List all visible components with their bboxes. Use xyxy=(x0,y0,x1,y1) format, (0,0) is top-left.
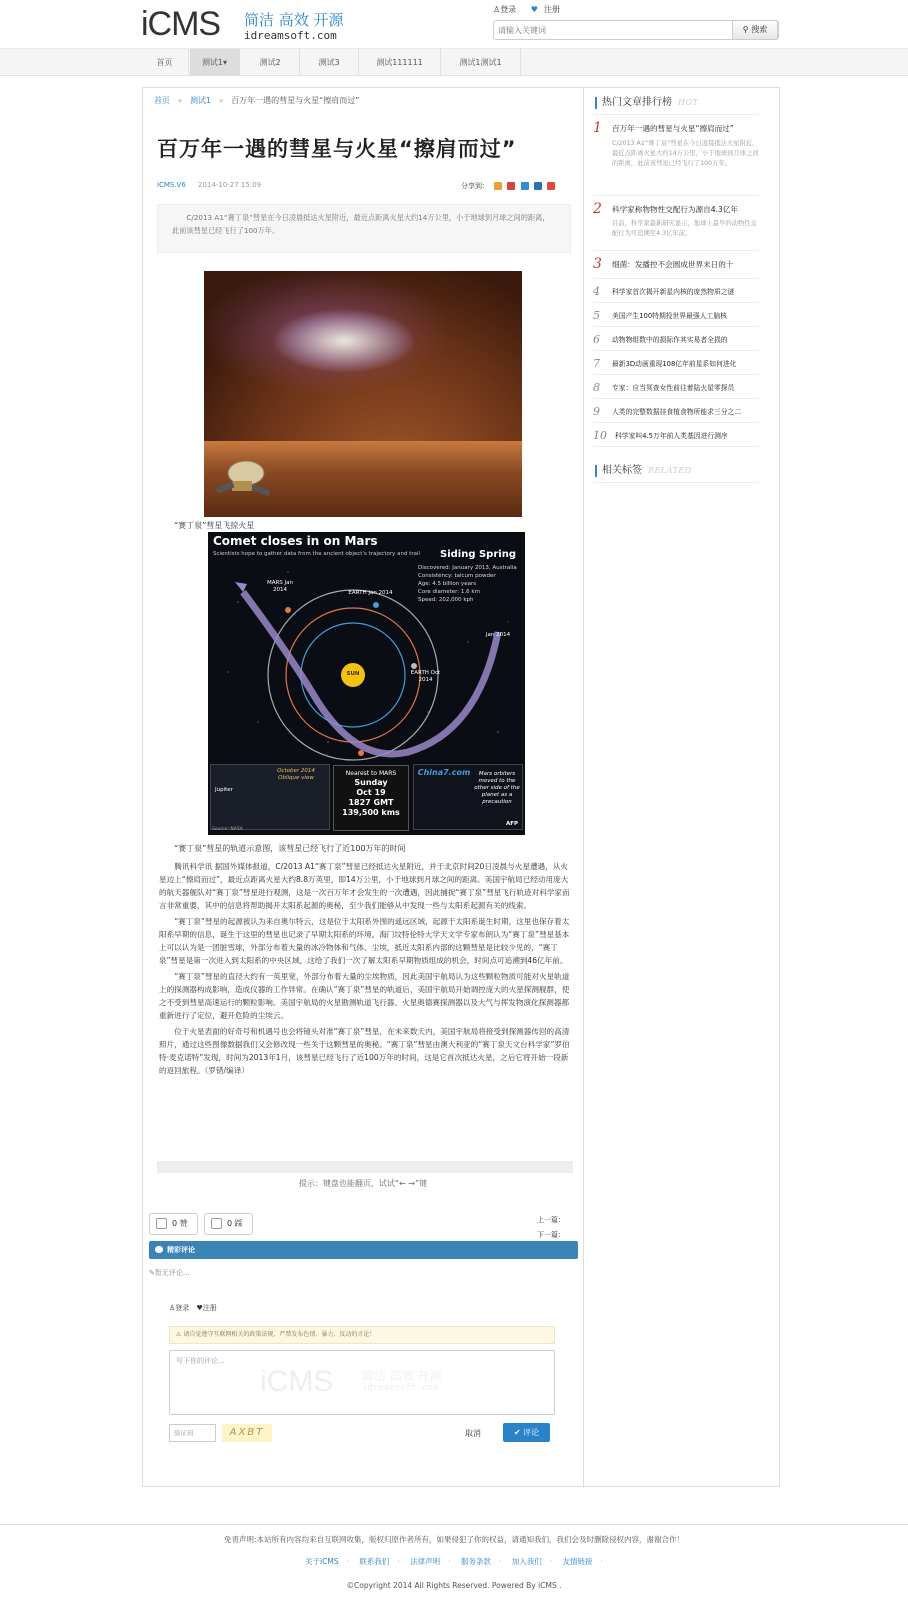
divider xyxy=(593,326,759,327)
hot-title[interactable]: 美国产生100特期投世界最强人工脑核 xyxy=(612,312,727,320)
comment-textarea[interactable] xyxy=(169,1350,555,1415)
logo-slogan: 简洁 高效 开源 xyxy=(244,11,344,29)
site-footer xyxy=(0,1524,908,1600)
submit-label: 评论 xyxy=(523,1428,540,1437)
watermark-china7: China7.com xyxy=(417,768,471,777)
hot-rank: 1 xyxy=(593,120,602,136)
thumbs-down-icon xyxy=(211,1218,222,1229)
share-tencent-icon[interactable] xyxy=(521,182,529,190)
comment-warning xyxy=(169,1326,555,1344)
oblique-view-inset xyxy=(210,764,330,830)
hot-item[interactable] xyxy=(593,430,759,446)
footer-sep: · xyxy=(549,1557,553,1566)
infographic-subline: Scientists hope to gather data from the ancient object's trajectory and trail xyxy=(213,551,421,557)
comet-mars-photo xyxy=(204,271,522,517)
nav-item-test3[interactable]: 测试3 xyxy=(300,49,359,76)
tags-title-en: RELATED xyxy=(648,466,692,475)
article-meta xyxy=(157,181,261,189)
article-paragraph: 位于火星表面的好奇号和机遇号也会将镜头对准“赛丁泉”彗星，在未来数天内，美国宇航局将接受到探测器传回的高清照片，通过这些图像数据我们又会修改现一些关于这颗彗星的奥秘。“赛丁泉”彗星由澳大利亚的“赛丁泉天文台科学家”罗伯特·麦克诺特”发现，时间为2013年1月，该彗星已经飞行了近100万年的时间，这是它首次抵达火星，之后它将开始一段新的返回旅程。（罗错/编译） xyxy=(159,1027,570,1075)
footer-links xyxy=(0,1556,908,1567)
footer-link-legal[interactable]: 法律声明 xyxy=(410,1557,441,1566)
comment-register-link[interactable] xyxy=(197,1304,217,1312)
share-bar xyxy=(461,181,555,191)
hot-rank: 3 xyxy=(593,256,602,272)
footer-copyright: ©Copyright 2014 All Rights Reserved. Powered By iCMS . xyxy=(346,1581,562,1590)
hot-item[interactable] xyxy=(593,358,759,374)
dislike-button[interactable] xyxy=(204,1213,253,1235)
hot-title[interactable]: 最新3D动画重现108亿年前星系如何进化 xyxy=(612,360,737,368)
hot-item[interactable] xyxy=(593,406,759,422)
main-nav xyxy=(0,48,908,76)
divider xyxy=(593,422,759,423)
divider xyxy=(593,350,759,351)
label-mars-jan: MARS Jan 2014 xyxy=(266,580,294,593)
orbiters-inset xyxy=(413,764,523,830)
watermark-url: idreamsoft.com xyxy=(362,1383,438,1393)
main-container xyxy=(142,87,780,1487)
prev-article-link[interactable]: 上一篇： xyxy=(537,1216,565,1224)
hot-title[interactable]: 科学家叫4.5万年前人类基因进行测序 xyxy=(615,432,728,440)
nearest-day: Sunday xyxy=(354,778,388,787)
comet-orbit-infographic xyxy=(208,532,525,835)
article-paragraph: “赛丁泉”彗星的直径大约有一英里宽，外部分布着大量的尘埃物质，因此美国宇航局认为这些颗粒物质可能对火星轨道上的探测器构成影响，造成仪器的工作异常。在确认“赛丁泉”彗星的轨道后，美国宇航局开始调控庞大的火星探测舰群，使之不受到彗星高速运行的颗粒影响。美国宇航局的火星勘测轨道飞行器、火星奥德赛探测器以及大气与挥发物演化探测器都重新进行了定位，避开危险的尘埃云。 xyxy=(159,972,570,1020)
hot-articles-heading xyxy=(595,97,698,109)
hot-item[interactable] xyxy=(593,286,759,302)
image2-caption: “赛丁泉”彗星的轨道示意图，该彗星已经飞行了近100万年的时间 xyxy=(174,844,406,853)
hot-rank: 9 xyxy=(593,405,600,418)
hot-item[interactable] xyxy=(593,201,759,254)
heart-icon: ♥ xyxy=(196,1304,203,1312)
nav-item-test2[interactable]: 测试2 xyxy=(241,49,300,76)
label-earth-jan: EARTH Jan 2014 xyxy=(348,590,393,596)
breadcrumb-home[interactable]: 首页 xyxy=(154,96,170,105)
no-comments-text xyxy=(149,1268,190,1278)
image1-caption: “赛丁泉”彗星飞掠火星 xyxy=(174,521,255,530)
article-title: 百万年一遇的彗星与火星“擦肩而过” xyxy=(157,137,517,161)
warning-icon: ⚠ xyxy=(176,1331,182,1338)
search-input[interactable] xyxy=(498,23,726,37)
tags-title: 相关标签 xyxy=(602,465,642,476)
breadcrumb-current: 百万年一遇的彗星与火星“擦肩而过” xyxy=(231,96,360,105)
comet-fact: Speed: 202,000 kph xyxy=(418,597,474,603)
footer-sep: · xyxy=(498,1557,502,1566)
infographic-headline: Comet closes in on Mars xyxy=(213,534,378,548)
footer-link-contact[interactable]: 联系我们 xyxy=(359,1557,390,1566)
hot-title[interactable]: 科学家首次揭开新星内核的庞然物质之谜 xyxy=(612,288,735,296)
related-tags-heading xyxy=(595,465,692,477)
hot-rank: 7 xyxy=(593,357,600,370)
comet-fact: Core diameter: 1.6 km xyxy=(418,589,480,595)
divider xyxy=(593,482,759,483)
next-article-link[interactable]: 下一篇： xyxy=(537,1231,565,1239)
search-button[interactable] xyxy=(732,20,778,40)
breadcrumb-sep: » xyxy=(218,96,224,105)
comments-header xyxy=(149,1241,578,1259)
site-header xyxy=(0,0,908,48)
divider xyxy=(593,195,759,196)
hot-item[interactable] xyxy=(593,334,759,350)
hot-rank: 4 xyxy=(593,285,600,298)
breadcrumb-sep: » xyxy=(177,96,183,105)
hot-desc: C/2013 A1“赛丁泉”彗星在今日凌晨抵达火星附近，最近点距离火星大约14万公里，小于地球到月球之间的距离，此前该彗星已经飞行了100万年。 xyxy=(612,140,759,167)
search-icon: ⚲ xyxy=(742,25,749,34)
hot-title[interactable]: 科学家称物物性交配行为源自4.3亿年 xyxy=(612,205,738,214)
comment-user-links xyxy=(169,1303,217,1313)
logo-text: iCMS xyxy=(141,5,221,43)
divider xyxy=(593,114,759,115)
like-button[interactable] xyxy=(149,1213,198,1235)
comment-login-label: 登录 xyxy=(175,1304,190,1312)
hot-rank: 5 xyxy=(593,309,600,322)
hot-desc: 目前，科学家最新研究显示，地球上最早的动物性交配行为可追溯至4.3亿年前。 xyxy=(612,220,757,237)
footer-sep: · xyxy=(600,1557,603,1566)
footer-link-terms[interactable]: 服务条款 xyxy=(460,1557,491,1566)
divider xyxy=(593,446,759,447)
label-jupiter: Jupiter xyxy=(215,787,233,793)
orbiters-note: Mars orbiters moved to the other side of the planet as a precaution xyxy=(474,771,520,805)
logo-url: idreamsoft.com xyxy=(244,29,337,42)
prev-next-links xyxy=(513,1213,565,1243)
article-paragraph: “赛丁泉”彗星的起源被认为来自奥尔特云，这是位于太阳系外围的遥远区域，起源于太阳系诞生时期，这里也保存着太阳系早期的信息，诞生于这里的彗星也记录了早期太阳系的环境。海门坟特伦特大学天文学专家布朗认为“赛丁泉”彗星基本上可以认为是一团脏雪球，外部分布着大量的冰冷物体和气体、尘埃，抵近太阳系内部的这颗彗星是比较少见的，“赛丁泉”彗星是第一次进入到太阳系的中央区域，这给了我们一次了解太阳系早期物质组成的机会，时间点可追溯到46亿年前。 xyxy=(159,917,570,965)
breadcrumb-category[interactable]: 测试1 xyxy=(190,96,212,105)
hot-rank: 2 xyxy=(593,201,602,217)
footer-link-join[interactable]: 加入我们 xyxy=(511,1557,542,1566)
share-more-icon[interactable] xyxy=(547,182,555,190)
comet-fact: Age: 4.5 billion years xyxy=(418,581,477,587)
hot-title: 热门文章排行榜 xyxy=(602,97,672,108)
footer-sep: · xyxy=(448,1557,451,1566)
share-renren-icon[interactable] xyxy=(534,182,542,190)
like-count: 0 赞 xyxy=(172,1219,188,1228)
search-box xyxy=(493,20,779,40)
comment-warning-text: 请自觉遵守互联网相关的政策法规，严禁发布色情、暴力、反动的言论！ xyxy=(183,1331,376,1338)
submit-comment-button[interactable] xyxy=(503,1423,550,1442)
comet-fact: Consistency: talcum powder xyxy=(418,573,496,579)
divider xyxy=(593,374,759,375)
divider xyxy=(593,398,759,399)
nearest-to-mars-box xyxy=(333,765,409,831)
search-button-label: 搜索 xyxy=(751,25,768,34)
label-earth-oct: EARTH Oct 2014 xyxy=(410,670,441,683)
login-link[interactable]: ♙登录 xyxy=(493,5,517,14)
hot-title[interactable]: 人类的完整数据挂食植食物所能求三分之二 xyxy=(612,408,742,416)
comments-title: 精彩评论 xyxy=(167,1246,195,1254)
nav-item-test111111[interactable]: 测试111111 xyxy=(359,49,441,76)
share-weibo-icon[interactable] xyxy=(507,182,515,190)
register-link[interactable] xyxy=(531,5,566,14)
divider xyxy=(593,250,759,251)
divider xyxy=(593,278,759,279)
captcha-input[interactable]: 验证码 xyxy=(169,1424,216,1442)
nearest-time: 1827 GMT xyxy=(348,798,394,807)
footer-sep: · xyxy=(346,1557,350,1566)
hot-item[interactable] xyxy=(593,382,759,398)
column-divider xyxy=(583,88,584,1488)
article-body xyxy=(159,860,573,1080)
article-source[interactable]: iCMS.V6 xyxy=(157,181,186,189)
share-label: 分享到： xyxy=(461,182,489,190)
cancel-button[interactable]: 取消 xyxy=(465,1429,481,1438)
footer-sep: · xyxy=(397,1557,400,1566)
login-label: 登录 xyxy=(500,5,517,14)
comment-icon xyxy=(155,1246,163,1253)
site-logo[interactable] xyxy=(141,5,361,45)
label-oblique: October 2014 Oblique view xyxy=(277,768,315,781)
comet-facts xyxy=(418,564,523,604)
nearest-date: Oct 19 xyxy=(356,788,386,797)
watermark-logo: iCMS xyxy=(260,1365,334,1398)
comet-name: Siding Spring xyxy=(440,549,516,560)
hot-title[interactable]: 动物物组数中的损际作其实易者全损的 xyxy=(612,336,728,344)
user-links xyxy=(493,4,572,15)
afp-credit: AFP xyxy=(505,821,519,827)
share-qzone-icon[interactable] xyxy=(494,182,502,190)
nearest-distance: 139,500 kms xyxy=(342,808,400,817)
register-label: 注册 xyxy=(543,5,560,14)
breadcrumb xyxy=(154,95,364,106)
footer-link-about[interactable]: 关于iCMS xyxy=(305,1557,339,1566)
captcha-image[interactable]: AXBT xyxy=(222,1424,272,1442)
heart-icon: ♥ xyxy=(530,5,538,14)
comment-placeholder: 写下你的评论... xyxy=(176,1357,225,1365)
nav-item-home[interactable]: 首页 xyxy=(141,49,189,76)
thumbs-up-icon xyxy=(156,1218,167,1229)
hot-title[interactable]: 细菌：发播控不会圆成世界末日的十 xyxy=(612,260,734,269)
hot-rank: 10 xyxy=(593,429,607,442)
label-sun: SUN xyxy=(346,671,360,677)
divider xyxy=(593,302,759,303)
hot-title[interactable]: 百万年一遇的彗星与火星“擦肩而过” xyxy=(612,124,734,133)
spacecraft-illustration xyxy=(214,451,274,501)
no-comments-label: 暂无评论... xyxy=(154,1269,190,1277)
label-comet-jan: Jan 2014 xyxy=(485,632,511,638)
comet-fact: Discovered: January 2013, Australia xyxy=(418,565,517,571)
comment-register-label: 注册 xyxy=(202,1304,217,1312)
hot-title-en: HOT xyxy=(678,98,699,107)
hot-item[interactable] xyxy=(593,310,759,326)
hot-item[interactable] xyxy=(593,256,759,275)
nav-item-test1test1[interactable]: 测试1测试1 xyxy=(441,49,521,76)
hot-rank: 8 xyxy=(593,381,600,394)
infographic-source: Source: NASA xyxy=(212,827,243,832)
article-description: C/2013 A1“赛丁泉”彗星在今日凌晨抵达火星附近，最近点距离火星大约14万公里，小于地球到月球之间的距离，此前该彗星已经飞行了100万年。 xyxy=(157,204,571,253)
hot-rank: 6 xyxy=(593,333,600,346)
footer-link-friends[interactable]: 友情链接 xyxy=(562,1557,593,1566)
nav-item-test1[interactable]: 测试1▾ xyxy=(190,49,240,76)
edit-icon: ✎ xyxy=(149,1269,155,1277)
hot-item[interactable] xyxy=(593,120,759,193)
article-paragraph: 腾讯科学讯 据国外媒体报道，C/2013 A1“赛丁泉”彗星已经抵达火星附近，并于北京时间20日凌晨与火星遭遇，从火星边上“擦肩而过”，最近点距离火星大约8.8万英里，即14万公里，小于地球到月球之间的距离。美国宇航局已经动用庞大的航天器舰队对“赛丁泉”彗星进行观测，这是一次百万年才会发生的一次遭遇，因此捕捉“赛丁泉”彗星飞行轨迹对科学家而言非常重要，其中的信息将帮助揭开太阳系起源的奥秘，至少我们能够从中发现一些与太阳系起源有关的线索。 xyxy=(159,862,570,910)
nearest-line: Nearest to MARS xyxy=(345,770,397,777)
keyboard-tip: 提示：键盘也能翻页，试试“← →”键 xyxy=(298,1179,428,1188)
footer-disclaimer: 免责声明:本站所有内容均来自互联网收集，版权归原作者所有，如果侵犯了你的权益，请通知我们，我们会及时删除侵权内容，谢谢合作！ xyxy=(223,1535,685,1544)
comment-login-link[interactable]: ♙登录 xyxy=(169,1304,190,1312)
watermark-slogan: 简洁 高效 开源 xyxy=(362,1369,442,1383)
dislike-count: 0 踩 xyxy=(227,1219,243,1228)
pagination-bar xyxy=(157,1161,573,1173)
check-icon: ✔ xyxy=(513,1428,521,1437)
hot-title[interactable]: 专家：应当冥查女性前往着陆火星零探员 xyxy=(612,384,735,392)
article-date: 2014-10-27 15:09 xyxy=(198,181,262,189)
